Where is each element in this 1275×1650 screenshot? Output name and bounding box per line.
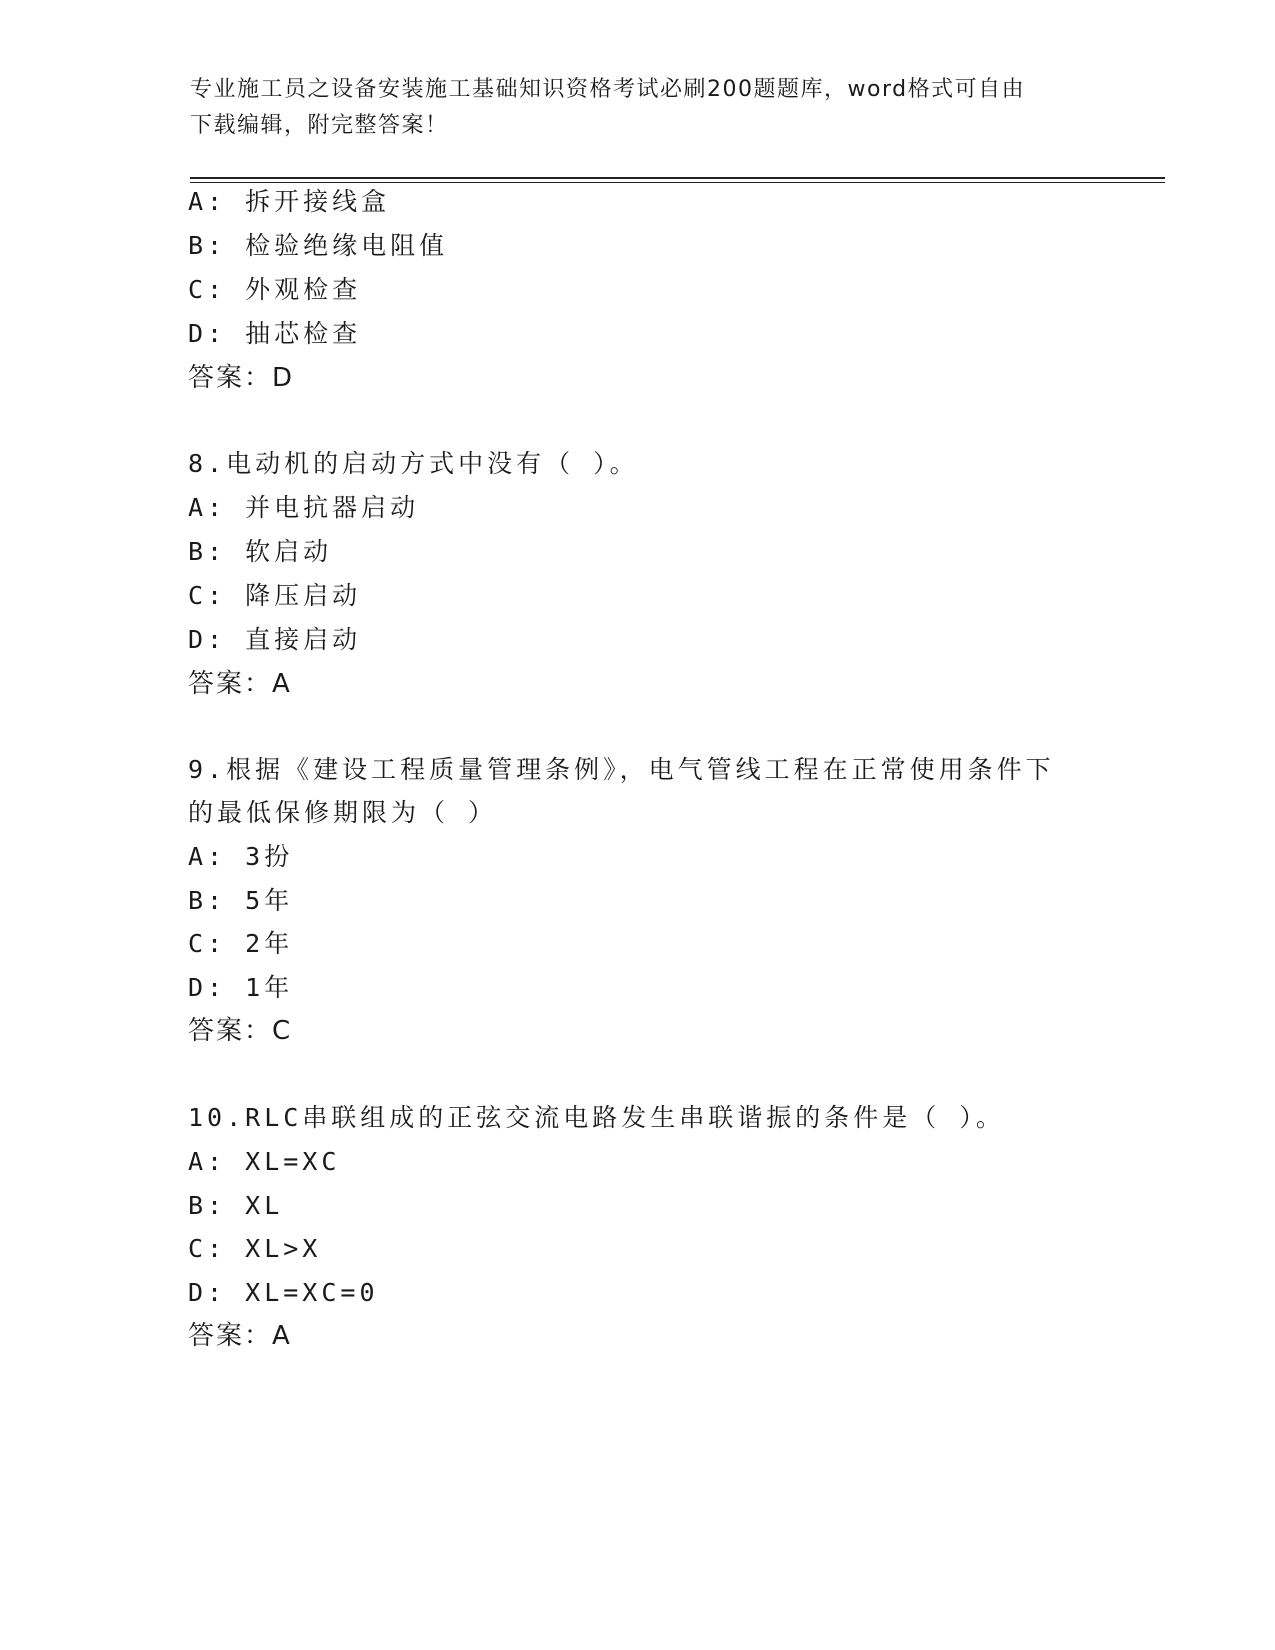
q8-option-b: B: 软启动 xyxy=(188,537,333,566)
q10-question: 10.RLC串联组成的正弦交流电路发生串联谐振的条件是（ ）。 xyxy=(188,1103,1005,1132)
q10-option-d: D: XL=XC=0 xyxy=(188,1278,379,1307)
q7-option-d: D: 抽芯检查 xyxy=(188,319,362,348)
q8-option-a: A: 并电抗器启动 xyxy=(188,493,420,522)
q10-answer: 答案：A xyxy=(188,1321,292,1351)
q8-option-c: C: 降压启动 xyxy=(188,581,362,610)
q9-option-d: D: 1年 xyxy=(188,973,294,1002)
q7-option-b: B: 检验绝缘电阻值 xyxy=(188,231,449,260)
q10-option-b: B: XL xyxy=(188,1191,284,1220)
q9-option-a: A: 3扮 xyxy=(188,842,294,871)
document-header xyxy=(190,72,1080,144)
q9-question-line-2: 的最低保修期限为（ ） xyxy=(188,798,498,827)
q10-option-a: A: XL=XC xyxy=(188,1147,341,1176)
q8-answer: 答案：A xyxy=(188,669,292,699)
q8-option-d: D: 直接启动 xyxy=(188,625,362,654)
q9-option-c: C: 2年 xyxy=(188,929,294,958)
header-line-2: 下载编辑，附完整答案！ xyxy=(190,113,449,138)
q9-option-b: B: 5年 xyxy=(188,886,294,915)
q10-option-c: C: XL>X xyxy=(188,1234,322,1263)
q7-option-c: C: 外观检查 xyxy=(188,275,362,304)
header-line-1: 专业施工员之设备安装施工基础知识资格考试必刷200题题库，word格式可自由 xyxy=(190,77,1026,102)
header-rule-thick xyxy=(190,177,1165,179)
q9-question-line-1: 9.根据《建设工程质量管理条例》，电气管线工程在正常使用条件下 xyxy=(188,755,1055,784)
q7-answer: 答案：D xyxy=(188,363,295,393)
header-rule-thin xyxy=(190,182,1165,183)
q7-option-a: A: 拆开接线盒 xyxy=(188,187,391,216)
q8-question: 8.电动机的启动方式中没有（ ）。 xyxy=(188,449,639,478)
q9-answer: 答案：C xyxy=(188,1016,293,1046)
